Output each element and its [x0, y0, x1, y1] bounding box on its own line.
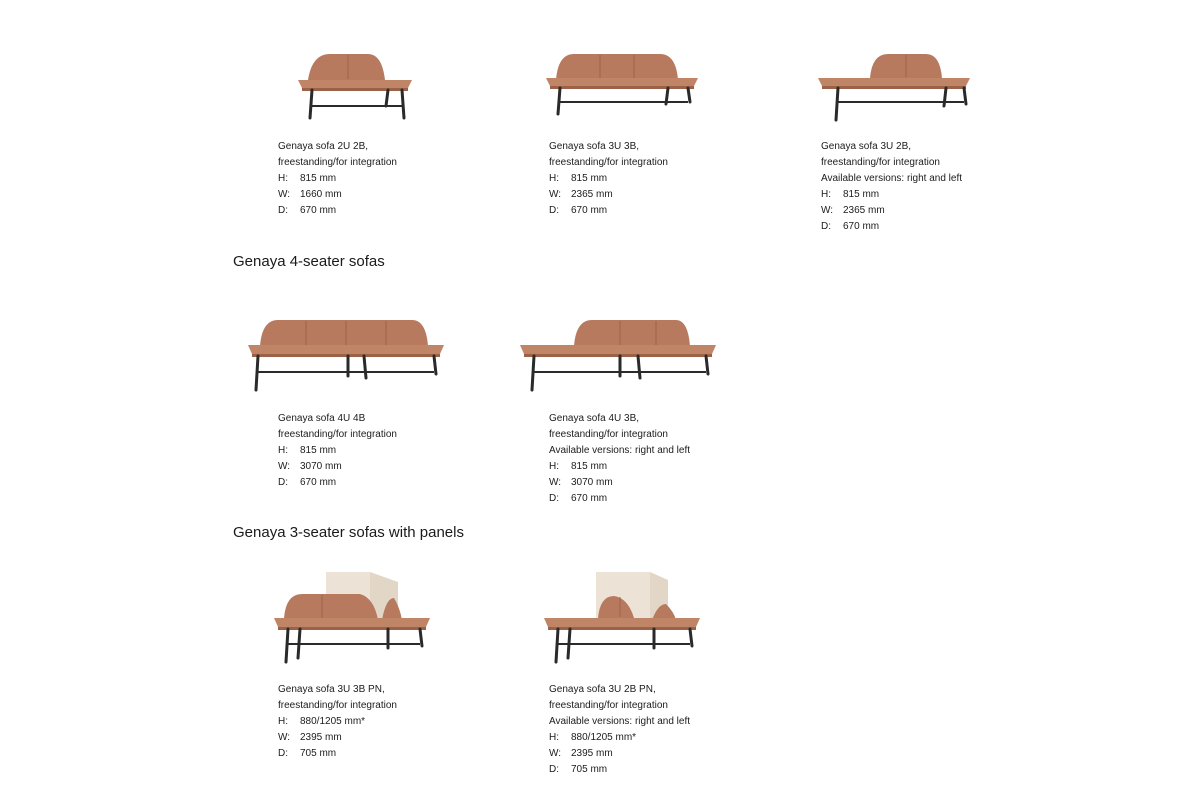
product-description: freestanding/for integration	[278, 700, 397, 711]
product-name: Genaya sofa 4U 3B,	[549, 413, 640, 424]
product-name: Genaya sofa 3U 2B,	[821, 141, 912, 152]
product-description: freestanding/for integration	[549, 700, 668, 711]
dimension-width: W: 3070 mm	[549, 477, 613, 488]
product-sofa-3u-3b	[542, 48, 702, 126]
product-description: freestanding/for integration	[278, 157, 397, 168]
dimension-width: W: 3070 mm	[278, 461, 342, 472]
spec-sofa-2u-2b	[278, 139, 397, 219]
dimension-depth: D: 670 mm	[278, 477, 337, 488]
dimension-width: W: 1660 mm	[278, 189, 342, 200]
product-sofa-4u-4b	[244, 312, 448, 396]
dimension-depth: D: 670 mm	[278, 205, 337, 216]
spec-sofa-3u-3b	[549, 139, 668, 219]
product-description: freestanding/for integration	[549, 429, 668, 440]
available-versions: Available versions: right and left	[821, 173, 963, 184]
sofa-3u-3b-illustration	[542, 48, 702, 126]
dimension-height: H: 815 mm	[549, 173, 608, 184]
dimension-width: W: 2395 mm	[549, 748, 613, 759]
dimension-height: H: 815 mm	[278, 173, 337, 184]
product-sofa-2u-2b	[290, 48, 420, 126]
product-description: freestanding/for integration	[278, 429, 397, 440]
sofa-3u-2b-pn-illustration	[540, 568, 704, 666]
dimension-depth: D: 670 mm	[549, 205, 608, 216]
available-versions: Available versions: right and left	[549, 716, 691, 727]
dimension-height: H: 815 mm	[549, 461, 608, 472]
dimension-depth: D: 705 mm	[278, 748, 337, 759]
product-description: freestanding/for integration	[549, 157, 668, 168]
sofa-4u-4b-illustration	[244, 312, 448, 396]
product-name: Genaya sofa 3U 3B,	[549, 141, 640, 152]
product-name: Genaya sofa 4U 4B	[278, 413, 366, 424]
product-sofa-3u-2b-pn	[540, 568, 704, 666]
product-name: Genaya sofa 2U 2B,	[278, 141, 369, 152]
dimension-width: W: 2395 mm	[278, 732, 342, 743]
product-sofa-3u-2b	[814, 48, 974, 126]
spec-sofa-4u-4b	[278, 411, 397, 491]
dimension-height: H: 880/1205 mm*	[549, 732, 637, 743]
sofa-3u-3b-pn-illustration	[270, 568, 434, 666]
section-heading-3-seater-panels: Genaya 3-seater sofas with panels	[233, 524, 464, 541]
sofa-3u-2b-illustration	[814, 48, 974, 126]
dimension-depth: D: 670 mm	[549, 493, 608, 504]
sofa-4u-3b-illustration	[516, 312, 720, 396]
spec-sofa-3u-3b-pn	[278, 682, 397, 762]
spec-sofa-4u-3b	[549, 411, 690, 507]
dimension-height: H: 815 mm	[278, 445, 337, 456]
available-versions: Available versions: right and left	[549, 445, 691, 456]
dimension-height: H: 815 mm	[821, 189, 880, 200]
product-description: freestanding/for integration	[821, 157, 940, 168]
product-sofa-3u-3b-pn	[270, 568, 434, 666]
product-name: Genaya sofa 3U 2B PN,	[549, 684, 656, 695]
product-sofa-4u-3b	[516, 312, 720, 396]
spec-sofa-3u-2b	[821, 139, 962, 235]
product-name: Genaya sofa 3U 3B PN,	[278, 684, 385, 695]
dimension-depth: D: 670 mm	[821, 221, 880, 232]
dimension-width: W: 2365 mm	[549, 189, 613, 200]
spec-sofa-3u-2b-pn	[549, 682, 690, 778]
dimension-width: W: 2365 mm	[821, 205, 885, 216]
dimension-height: H: 880/1205 mm*	[278, 716, 366, 727]
sofa-2u-2b-illustration	[290, 48, 420, 126]
section-heading-4-seater: Genaya 4-seater sofas	[233, 253, 385, 270]
dimension-depth: D: 705 mm	[549, 764, 608, 775]
